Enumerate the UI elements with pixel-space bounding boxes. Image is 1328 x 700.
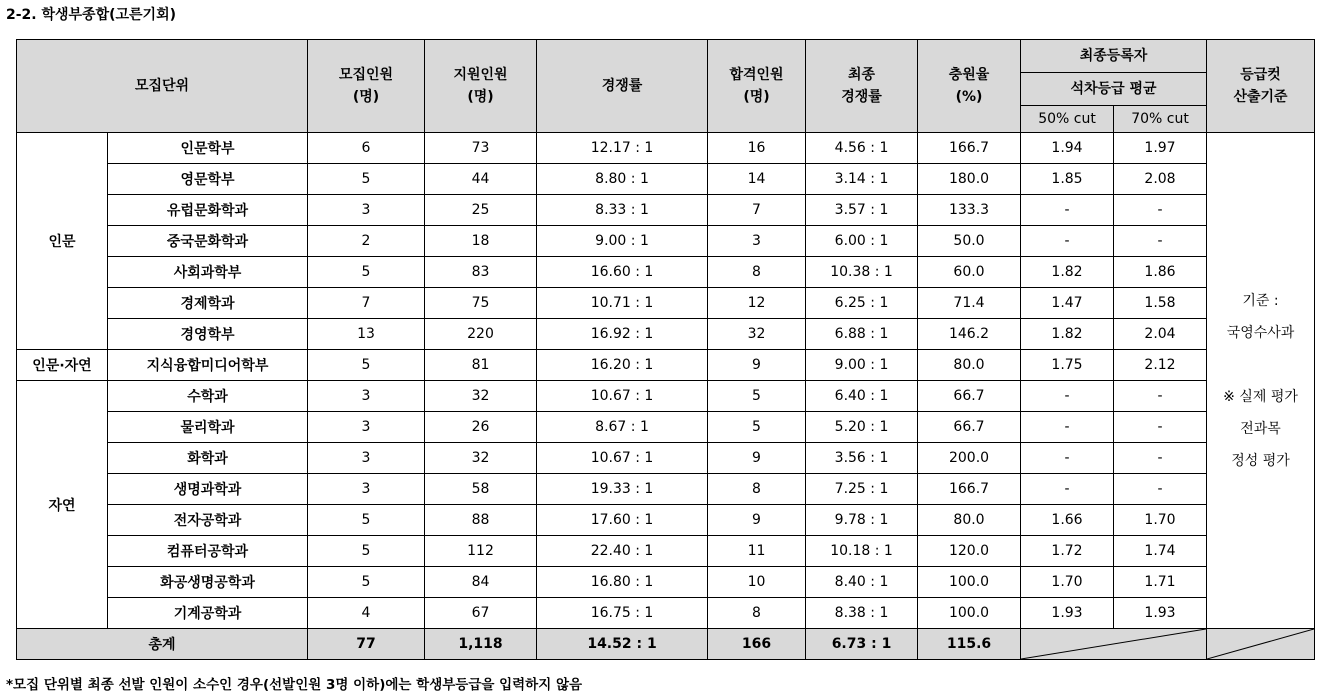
header-final-competition: 최종 경쟁률 bbox=[806, 40, 918, 133]
cell-cut50: - bbox=[1021, 412, 1114, 443]
cell-recruit: 5 bbox=[308, 257, 425, 288]
cell-fill-rate: 80.0 bbox=[918, 350, 1021, 381]
cell-fill-rate: 180.0 bbox=[918, 164, 1021, 195]
unit-name: 전자공학과 bbox=[108, 505, 308, 536]
basis-line: 전과목 bbox=[1240, 420, 1281, 437]
cell-fill-rate: 66.7 bbox=[918, 381, 1021, 412]
cell-final-comp: 3.14 : 1 bbox=[806, 164, 918, 195]
cell-fill-rate: 133.3 bbox=[918, 195, 1021, 226]
cell-final-comp: 4.56 : 1 bbox=[806, 133, 918, 164]
cell-applicants: 18 bbox=[425, 226, 537, 257]
cell-applicants: 83 bbox=[425, 257, 537, 288]
cell-recruit: 6 bbox=[308, 133, 425, 164]
cell-final-comp: 10.38 : 1 bbox=[806, 257, 918, 288]
cell-passed: 3 bbox=[708, 226, 806, 257]
cell-cut50: 1.72 bbox=[1021, 536, 1114, 567]
cell-passed: 9 bbox=[708, 443, 806, 474]
cell-final-comp: 9.00 : 1 bbox=[806, 350, 918, 381]
cell-passed: 5 bbox=[708, 412, 806, 443]
cell-fill-rate: 166.7 bbox=[918, 133, 1021, 164]
cell-cut50: - bbox=[1021, 226, 1114, 257]
cell-cut50: - bbox=[1021, 195, 1114, 226]
cell-cut50: 1.66 bbox=[1021, 505, 1114, 536]
cell-recruit: 5 bbox=[308, 164, 425, 195]
cell-competition: 16.60 : 1 bbox=[537, 257, 708, 288]
unit-name: 사회과학부 bbox=[108, 257, 308, 288]
total-basis-diagonal bbox=[1207, 629, 1315, 660]
unit-name: 영문학부 bbox=[108, 164, 308, 195]
cell-passed: 8 bbox=[708, 598, 806, 629]
header-unit: 모집단위 bbox=[17, 40, 308, 133]
cell-competition: 16.92 : 1 bbox=[537, 319, 708, 350]
cell-passed: 32 bbox=[708, 319, 806, 350]
group-natural: 자연 bbox=[17, 381, 108, 629]
group-humanities-natural: 인문·자연 bbox=[17, 350, 108, 381]
basis-line bbox=[1207, 349, 1314, 381]
table-row bbox=[17, 257, 1315, 288]
header-final-registrant: 최종등록자 bbox=[1021, 40, 1207, 73]
cell-passed: 11 bbox=[708, 536, 806, 567]
cell-competition: 12.17 : 1 bbox=[537, 133, 708, 164]
cell-passed: 9 bbox=[708, 350, 806, 381]
cell-cut50: - bbox=[1021, 474, 1114, 505]
cell-final-comp: 6.25 : 1 bbox=[806, 288, 918, 319]
cell-final-comp: 3.56 : 1 bbox=[806, 443, 918, 474]
cell-recruit: 4 bbox=[308, 598, 425, 629]
cell-cut50: 1.94 bbox=[1021, 133, 1114, 164]
cell-cut70: 1.58 bbox=[1114, 288, 1207, 319]
cell-applicants: 67 bbox=[425, 598, 537, 629]
unit-name: 지식융합미디어학부 bbox=[108, 350, 308, 381]
cell-applicants: 44 bbox=[425, 164, 537, 195]
unit-name: 인문학부 bbox=[108, 133, 308, 164]
cell-final-comp: 8.38 : 1 bbox=[806, 598, 918, 629]
cell-competition: 19.33 : 1 bbox=[537, 474, 708, 505]
cell-fill-rate: 50.0 bbox=[918, 226, 1021, 257]
cell-passed: 10 bbox=[708, 567, 806, 598]
table-row bbox=[17, 412, 1315, 443]
total-row bbox=[17, 629, 1315, 660]
cell-cut50: 1.82 bbox=[1021, 319, 1114, 350]
cell-passed: 16 bbox=[708, 133, 806, 164]
cell-applicants: 81 bbox=[425, 350, 537, 381]
cell-cut70: 2.12 bbox=[1114, 350, 1207, 381]
table-body bbox=[17, 133, 1315, 629]
table-row bbox=[17, 567, 1315, 598]
cell-passed: 7 bbox=[708, 195, 806, 226]
header-recruit: 모집인원 (명) bbox=[308, 40, 425, 133]
cell-cut70: - bbox=[1114, 226, 1207, 257]
cell-applicants: 220 bbox=[425, 319, 537, 350]
cell-recruit: 2 bbox=[308, 226, 425, 257]
cell-final-comp: 9.78 : 1 bbox=[806, 505, 918, 536]
cell-fill-rate: 100.0 bbox=[918, 567, 1021, 598]
table-row bbox=[17, 319, 1315, 350]
cell-fill-rate: 146.2 bbox=[918, 319, 1021, 350]
unit-name: 경영학부 bbox=[108, 319, 308, 350]
cell-competition: 10.67 : 1 bbox=[537, 381, 708, 412]
cell-competition: 22.40 : 1 bbox=[537, 536, 708, 567]
cell-recruit: 7 bbox=[308, 288, 425, 319]
cell-fill-rate: 200.0 bbox=[918, 443, 1021, 474]
table-row bbox=[17, 164, 1315, 195]
cell-recruit: 3 bbox=[308, 195, 425, 226]
cell-applicants: 32 bbox=[425, 443, 537, 474]
basis-line: 정성 평가 bbox=[1231, 452, 1290, 469]
unit-name: 수학과 bbox=[108, 381, 308, 412]
cell-passed: 8 bbox=[708, 474, 806, 505]
cell-cut70: 1.97 bbox=[1114, 133, 1207, 164]
cell-cut50: - bbox=[1021, 381, 1114, 412]
cell-fill-rate: 166.7 bbox=[918, 474, 1021, 505]
cell-cut70: - bbox=[1114, 195, 1207, 226]
cell-cut50: - bbox=[1021, 443, 1114, 474]
cell-cut50: 1.70 bbox=[1021, 567, 1114, 598]
cell-applicants: 26 bbox=[425, 412, 537, 443]
table-row bbox=[17, 598, 1315, 629]
cell-passed: 5 bbox=[708, 381, 806, 412]
table-row bbox=[17, 288, 1315, 319]
cell-fill-rate: 71.4 bbox=[918, 288, 1021, 319]
cell-cut50: 1.47 bbox=[1021, 288, 1114, 319]
unit-name: 경제학과 bbox=[108, 288, 308, 319]
cell-competition: 8.33 : 1 bbox=[537, 195, 708, 226]
cell-competition: 10.67 : 1 bbox=[537, 443, 708, 474]
cell-competition: 9.00 : 1 bbox=[537, 226, 708, 257]
unit-name: 화공생명공학과 bbox=[108, 567, 308, 598]
cell-cut70: 1.86 bbox=[1114, 257, 1207, 288]
cell-cut50: 1.82 bbox=[1021, 257, 1114, 288]
footnote: *모집 단위별 최종 선발 인원이 소수인 경우(선발인원 3명 이하)에는 학생부등급을 입력하지 않음 bbox=[6, 677, 583, 693]
total-label: 총계 bbox=[17, 629, 308, 660]
cell-applicants: 112 bbox=[425, 536, 537, 567]
cell-recruit: 5 bbox=[308, 505, 425, 536]
cell-cut70: - bbox=[1114, 443, 1207, 474]
cell-final-comp: 3.57 : 1 bbox=[806, 195, 918, 226]
total-final-competition: 6.73 : 1 bbox=[806, 629, 918, 660]
cell-cut70: - bbox=[1114, 381, 1207, 412]
table-row bbox=[17, 505, 1315, 536]
cell-cut50: 1.93 bbox=[1021, 598, 1114, 629]
cell-applicants: 58 bbox=[425, 474, 537, 505]
total-fill-rate: 115.6 bbox=[918, 629, 1021, 660]
cell-applicants: 73 bbox=[425, 133, 537, 164]
cell-recruit: 3 bbox=[308, 443, 425, 474]
cell-final-comp: 5.20 : 1 bbox=[806, 412, 918, 443]
unit-name: 유럽문화학과 bbox=[108, 195, 308, 226]
cell-passed: 12 bbox=[708, 288, 806, 319]
cell-fill-rate: 120.0 bbox=[918, 536, 1021, 567]
cell-fill-rate: 66.7 bbox=[918, 412, 1021, 443]
section-title: 2-2. 학생부종합(고른기회) bbox=[6, 7, 176, 23]
table-row bbox=[17, 474, 1315, 505]
header-grade-cut-basis: 등급컷 산출기준 bbox=[1207, 40, 1315, 133]
total-recruit: 77 bbox=[308, 629, 425, 660]
cell-applicants: 84 bbox=[425, 567, 537, 598]
cell-cut70: 1.93 bbox=[1114, 598, 1207, 629]
cell-final-comp: 6.88 : 1 bbox=[806, 319, 918, 350]
header-passed: 합격인원 (명) bbox=[708, 40, 806, 133]
grade-cut-basis-cell bbox=[1207, 133, 1315, 629]
header-fill-rate: 충원율 (%) bbox=[918, 40, 1021, 133]
cell-applicants: 75 bbox=[425, 288, 537, 319]
cell-final-comp: 7.25 : 1 bbox=[806, 474, 918, 505]
cell-competition: 8.67 : 1 bbox=[537, 412, 708, 443]
table-row bbox=[17, 350, 1315, 381]
cell-passed: 8 bbox=[708, 257, 806, 288]
cell-competition: 17.60 : 1 bbox=[537, 505, 708, 536]
unit-name: 컴퓨터공학과 bbox=[108, 536, 308, 567]
header-grade-average: 석차등급 평균 bbox=[1021, 73, 1207, 106]
cell-competition: 10.71 : 1 bbox=[537, 288, 708, 319]
total-applicants: 1,118 bbox=[425, 629, 537, 660]
cell-cut70: 2.04 bbox=[1114, 319, 1207, 350]
table-row bbox=[17, 133, 1315, 164]
cell-cut50: 1.75 bbox=[1021, 350, 1114, 381]
cell-final-comp: 8.40 : 1 bbox=[806, 567, 918, 598]
unit-name: 기계공학과 bbox=[108, 598, 308, 629]
table-row bbox=[17, 443, 1315, 474]
cell-cut70: - bbox=[1114, 474, 1207, 505]
basis-line: 기준 : bbox=[1242, 292, 1279, 309]
table-row bbox=[17, 226, 1315, 257]
table-row bbox=[17, 195, 1315, 226]
cell-cut70: 1.70 bbox=[1114, 505, 1207, 536]
total-competition: 14.52 : 1 bbox=[537, 629, 708, 660]
unit-name: 생명과학과 bbox=[108, 474, 308, 505]
header-applicants: 지원인원 (명) bbox=[425, 40, 537, 133]
cell-recruit: 3 bbox=[308, 412, 425, 443]
cell-applicants: 32 bbox=[425, 381, 537, 412]
cell-fill-rate: 100.0 bbox=[918, 598, 1021, 629]
cell-competition: 16.75 : 1 bbox=[537, 598, 708, 629]
table-row bbox=[17, 381, 1315, 412]
admission-results-table bbox=[16, 39, 1315, 660]
cell-competition: 16.20 : 1 bbox=[537, 350, 708, 381]
cell-final-comp: 10.18 : 1 bbox=[806, 536, 918, 567]
cell-cut50: 1.85 bbox=[1021, 164, 1114, 195]
cell-recruit: 3 bbox=[308, 474, 425, 505]
unit-name: 중국문화학과 bbox=[108, 226, 308, 257]
basis-line: 국영수사과 bbox=[1226, 324, 1295, 341]
cell-cut70: 1.74 bbox=[1114, 536, 1207, 567]
header-cut50: 50% cut bbox=[1021, 106, 1114, 133]
group-humanities: 인문 bbox=[17, 133, 108, 350]
cell-applicants: 25 bbox=[425, 195, 537, 226]
cell-final-comp: 6.40 : 1 bbox=[806, 381, 918, 412]
basis-line: ※ 실제 평가 bbox=[1223, 388, 1298, 405]
total-passed: 166 bbox=[708, 629, 806, 660]
cell-recruit: 3 bbox=[308, 381, 425, 412]
header-competition: 경쟁률 bbox=[537, 40, 708, 133]
table-row bbox=[17, 536, 1315, 567]
cell-applicants: 88 bbox=[425, 505, 537, 536]
total-grade-diagonal bbox=[1021, 629, 1207, 660]
cell-recruit: 5 bbox=[308, 567, 425, 598]
cell-fill-rate: 80.0 bbox=[918, 505, 1021, 536]
header-cut70: 70% cut bbox=[1114, 106, 1207, 133]
cell-passed: 14 bbox=[708, 164, 806, 195]
cell-cut70: 2.08 bbox=[1114, 164, 1207, 195]
cell-recruit: 13 bbox=[308, 319, 425, 350]
cell-recruit: 5 bbox=[308, 350, 425, 381]
cell-cut70: - bbox=[1114, 412, 1207, 443]
cell-fill-rate: 60.0 bbox=[918, 257, 1021, 288]
cell-passed: 9 bbox=[708, 505, 806, 536]
cell-cut70: 1.71 bbox=[1114, 567, 1207, 598]
cell-recruit: 5 bbox=[308, 536, 425, 567]
cell-competition: 8.80 : 1 bbox=[537, 164, 708, 195]
cell-final-comp: 6.00 : 1 bbox=[806, 226, 918, 257]
cell-competition: 16.80 : 1 bbox=[537, 567, 708, 598]
unit-name: 화학과 bbox=[108, 443, 308, 474]
unit-name: 물리학과 bbox=[108, 412, 308, 443]
